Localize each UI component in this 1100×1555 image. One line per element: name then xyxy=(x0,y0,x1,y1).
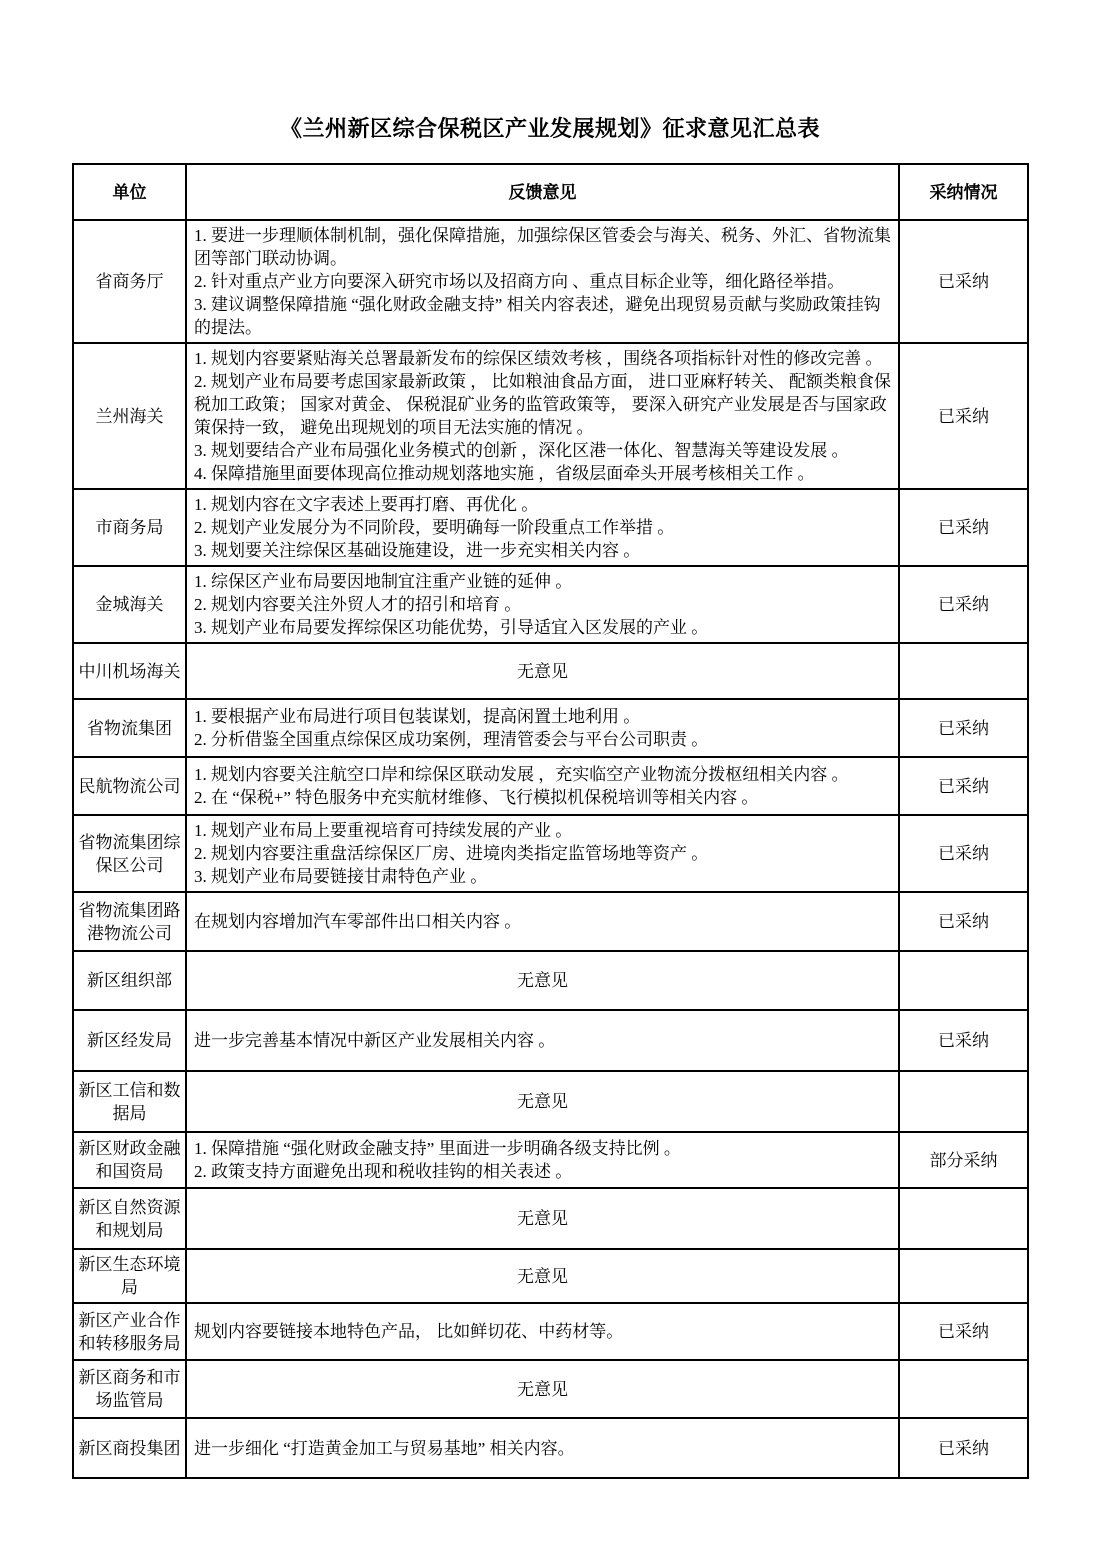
feedback-line: 3. 建议调整保障措施 “强化财政金融支持” 相关内容表述，避免出现贸易贡献与奖励政策挂钩的提法。 xyxy=(194,295,881,337)
feedback-line: 2. 规划产业布局要考虑国家最新政策 ， 比如粮油食品方面， 进口亚麻籽转关、 配额类粮食保税加工政策； 国家对黄金、 保税混矿业务的监管政策等， 要深入研究产业发展是否与国家政策保持一致， 避免出现规划的项目无法实施的情况 。 xyxy=(194,372,891,437)
feedback-line: 4. 保障措施里面要体现高位推动规划落地实施 ，省级层面牵头开展考核相关工作 。 xyxy=(194,464,815,483)
feedback-line: 3. 规划产业布局要发挥综保区功能优势，引导适宜入区发展的产业 。 xyxy=(194,618,709,637)
table-row xyxy=(73,1418,1028,1478)
unit-cell: 兰州海关 xyxy=(73,343,186,489)
table-row xyxy=(73,699,1028,757)
table-row xyxy=(73,1303,1028,1360)
adoption-cell: 部分采纳 xyxy=(899,1132,1028,1188)
adoption-cell: 已采纳 xyxy=(899,1418,1028,1478)
feedback-cell xyxy=(186,1010,899,1071)
feedback-cell xyxy=(186,1249,899,1303)
feedback-line: 3. 规划产业布局要链接甘肃特色产业 。 xyxy=(194,867,488,886)
table-row xyxy=(73,643,1028,699)
header-adoption: 采纳情况 xyxy=(899,164,1028,220)
table-row xyxy=(73,1360,1028,1418)
feedback-line: 1. 规划内容在文字表述上要再打磨、再优化 。 xyxy=(194,495,539,514)
feedback-line: 无意见 xyxy=(517,971,568,990)
adoption-cell: 已采纳 xyxy=(899,566,1028,643)
adoption-cell xyxy=(899,1188,1028,1249)
feedback-line: 1. 综保区产业布局要因地制宜注重产业链的延伸 。 xyxy=(194,572,573,591)
unit-cell: 新区财政金融和国资局 xyxy=(73,1132,186,1188)
adoption-cell: 已采纳 xyxy=(899,343,1028,489)
unit-cell: 新区产业合作和转移服务局 xyxy=(73,1303,186,1360)
unit-cell: 新区经发局 xyxy=(73,1010,186,1071)
unit-cell: 新区组织部 xyxy=(73,951,186,1010)
table-row xyxy=(73,489,1028,566)
adoption-cell: 已采纳 xyxy=(899,1303,1028,1360)
adoption-cell: 已采纳 xyxy=(899,815,1028,892)
table-row xyxy=(73,1249,1028,1303)
table-row xyxy=(73,951,1028,1010)
feedback-line: 3. 规划要结合产业布局强化业务模式的创新 ，深化区港一体化、智慧海关等建设发展 。 xyxy=(194,441,849,460)
feedback-line: 2. 规划内容要关注外贸人才的招引和培育 。 xyxy=(194,595,522,614)
feedback-line: 1. 规划产业布局上要重视培育可持续发展的产业 。 xyxy=(194,821,573,840)
table-row xyxy=(73,1188,1028,1249)
unit-cell: 新区生态环境局 xyxy=(73,1249,186,1303)
feedback-cell xyxy=(186,1132,899,1188)
feedback-cell xyxy=(186,892,899,951)
unit-cell: 中川机场海关 xyxy=(73,643,186,699)
table-row xyxy=(73,1071,1028,1132)
feedback-cell xyxy=(186,1418,899,1478)
unit-cell: 市商务局 xyxy=(73,489,186,566)
feedback-line: 2. 政策支持方面避免出现和税收挂钩的相关表述 。 xyxy=(194,1162,573,1181)
table-row xyxy=(73,815,1028,892)
feedback-line: 1. 要进一步理顺体制机制，强化保障措施，加强综保区管委会与海关、税务、外汇、省物流集团等部门联动协调。 xyxy=(194,226,891,268)
adoption-cell xyxy=(899,1249,1028,1303)
unit-cell: 省物流集团路港物流公司 xyxy=(73,892,186,951)
unit-cell: 省商务厅 xyxy=(73,220,186,343)
feedback-cell xyxy=(186,1360,899,1418)
table-row xyxy=(73,1010,1028,1071)
table-row xyxy=(73,1132,1028,1188)
feedback-line: 无意见 xyxy=(517,1092,568,1111)
feedback-cell xyxy=(186,1303,899,1360)
feedback-summary-table xyxy=(72,163,1029,1479)
page-title: 《兰州新区综合保税区产业发展规划》征求意见汇总表 xyxy=(279,116,820,141)
feedback-cell xyxy=(186,489,899,566)
unit-cell: 金城海关 xyxy=(73,566,186,643)
feedback-line: 在规划内容增加汽车零部件出口相关内容 。 xyxy=(194,912,522,931)
feedback-line: 规划内容要链接本地特色产品， 比如鲜切花、中药材等。 xyxy=(194,1322,624,1341)
feedback-cell xyxy=(186,699,899,757)
table-row xyxy=(73,757,1028,815)
table-row xyxy=(73,220,1028,343)
feedback-line: 无意见 xyxy=(517,1209,568,1228)
feedback-line: 1. 要根据产业布局进行项目包装谋划，提高闲置土地利用 。 xyxy=(194,707,641,726)
adoption-cell: 已采纳 xyxy=(899,220,1028,343)
feedback-line: 2. 规划内容要注重盘活综保区厂房、进境肉类指定监管场地等资产 。 xyxy=(194,844,709,863)
adoption-cell: 已采纳 xyxy=(899,1010,1028,1071)
adoption-cell xyxy=(899,1071,1028,1132)
feedback-cell xyxy=(186,757,899,815)
feedback-line: 无意见 xyxy=(517,1266,568,1286)
feedback-cell xyxy=(186,951,899,1010)
adoption-cell: 已采纳 xyxy=(899,892,1028,951)
adoption-cell: 已采纳 xyxy=(899,699,1028,757)
feedback-line: 3. 规划要关注综保区基础设施建设，进一步充实相关内容 。 xyxy=(194,541,641,560)
feedback-line: 无意见 xyxy=(517,1379,568,1399)
feedback-cell xyxy=(186,566,899,643)
feedback-cell xyxy=(186,815,899,892)
feedback-cell xyxy=(186,1071,899,1132)
feedback-line: 无意见 xyxy=(517,661,568,681)
feedback-line: 1. 保障措施 “强化财政金融支持” 里面进一步明确各级支持比例 。 xyxy=(194,1139,681,1158)
feedback-line: 2. 针对重点产业方向要深入研究市场以及招商方向 、重点目标企业等，细化路径举措。 xyxy=(194,272,845,291)
feedback-line: 进一步细化 “打造黄金加工与贸易基地” 相关内容。 xyxy=(194,1438,575,1458)
feedback-line: 进一步完善基本情况中新区产业发展相关内容 。 xyxy=(194,1031,556,1050)
adoption-cell: 已采纳 xyxy=(899,757,1028,815)
feedback-line: 2. 规划产业发展分为不同阶段，要明确每一阶段重点工作举措 。 xyxy=(194,518,675,537)
feedback-cell xyxy=(186,643,899,699)
feedback-line: 1. 规划内容要关注航空口岸和综保区联动发展 ，充实临空产业物流分拨枢纽相关内容 。 xyxy=(194,765,849,784)
unit-cell: 新区商投集团 xyxy=(73,1418,186,1478)
unit-cell: 新区自然资源和规划局 xyxy=(73,1188,186,1249)
feedback-line: 1. 规划内容要紧贴海关总署最新发布的综保区绩效考核 ，围绕各项指标针对性的修改完善 。 xyxy=(194,349,883,368)
unit-cell: 新区工信和数据局 xyxy=(73,1071,186,1132)
unit-cell: 省物流集团综保区公司 xyxy=(73,815,186,892)
unit-cell: 省物流集团 xyxy=(73,699,186,757)
adoption-cell xyxy=(899,1360,1028,1418)
header-unit: 单位 xyxy=(73,164,186,220)
table-row xyxy=(73,892,1028,951)
adoption-cell xyxy=(899,643,1028,699)
feedback-line: 2. 在 “保税+” 特色服务中充实航材维修、飞行模拟机保税培训等相关内容 。 xyxy=(194,788,759,807)
feedback-cell xyxy=(186,220,899,343)
unit-cell: 民航物流公司 xyxy=(73,757,186,815)
adoption-cell xyxy=(899,951,1028,1010)
adoption-cell: 已采纳 xyxy=(899,489,1028,566)
feedback-cell xyxy=(186,1188,899,1249)
feedback-line: 2. 分析借鉴全国重点综保区成功案例，理清管委会与平台公司职责 。 xyxy=(194,730,709,749)
table-row xyxy=(73,566,1028,643)
feedback-cell xyxy=(186,343,899,489)
header-feedback: 反馈意见 xyxy=(186,164,899,220)
table-row xyxy=(73,343,1028,489)
unit-cell: 新区商务和市场监管局 xyxy=(73,1360,186,1418)
table-header-row xyxy=(73,164,1028,220)
